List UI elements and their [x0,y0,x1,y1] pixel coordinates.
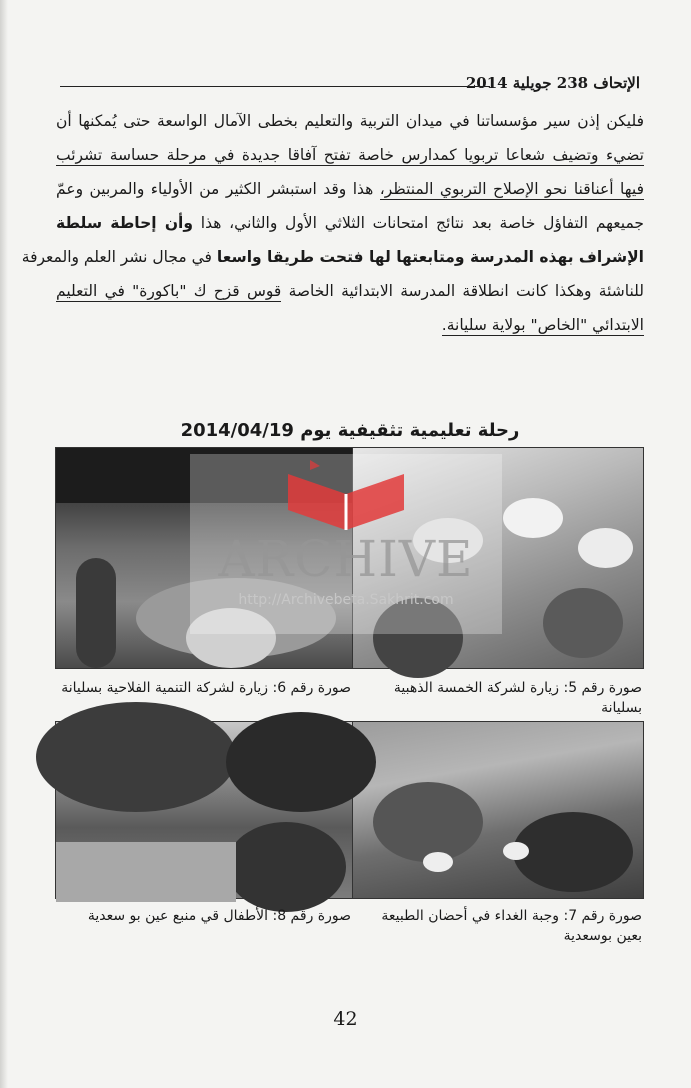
section-title: رحلة تعليمية تثقيفية يوم 2014/04/19 [180,420,520,441]
photo-7 [352,721,644,899]
paragraph-line-7 [56,308,644,342]
photo-8 [55,721,353,899]
body-paragraph [21,104,645,342]
paragraph-line-3 [56,172,644,206]
photo-detail [543,588,623,658]
paragraph-line-6 [56,274,644,308]
page-edge-shadow [0,0,8,1088]
photo-detail [373,782,483,862]
underlined-text: الابتدائي "الخاص" بولاية سليانة. [441,316,644,334]
paragraph-text: جميعهم التفاؤل خاصة بعد نتائج امتحانات الثلاثي الأول والثاني، هذا [193,214,645,232]
photo-6-caption: صورة رقم 6: زيارة لشركة التنمية الفلاحية بسليانة [61,680,351,696]
running-header [60,74,640,96]
header-rule [60,86,490,87]
paragraph-text: في مجال نشر العلم والمعرفة [21,248,217,266]
photo-detail [226,822,346,912]
photo-6 [55,447,353,669]
photo-7-caption: صورة رقم 7: وجبة الغداء في أحضان الطبيعة بعين بوسعدية [381,908,642,944]
photo-detail [226,712,376,812]
photo-detail [373,598,463,678]
watermark-word: ARCHIVE [218,530,474,588]
photo-detail [56,448,352,503]
paragraph-line-2 [56,138,644,172]
watermark-url: http://Archivebeta.Sakhrit.com [238,592,454,608]
photo-detail [76,558,116,668]
underlined-text: فيها أعناقنا نحو الإصلاح التربوي المنتظر، [379,180,644,198]
photo-detail [56,842,236,902]
bold-text: وأن إحاطة سلطة [56,214,194,232]
underlined-text: تضيء وتضيف شعاعا تربويا كمدارس خاصة تفتح آفاقا جديدة في مرحلة حساسة تشرئب [56,146,644,164]
photo-detail [578,528,633,568]
page-number: 42 [333,1008,358,1030]
photo-5 [352,447,644,669]
paragraph-line-1: فليكن إذن سير مؤسساتنا في ميدان التربية والتعليم بخطى الآمال الواسعة حتى يُمكنها أن [56,112,644,130]
photo-detail [503,842,529,860]
paragraph-line-5 [21,240,644,274]
photo-8-caption: صورة رقم 8: الأطفال قي منبع عين بو سعدية [87,908,351,924]
paragraph-line-4 [56,206,644,240]
paragraph-text: للناشئة وهكذا كانت انطلاقة المدرسة الابتدائية الخاصة [281,282,645,300]
underlined-text: قوس قزح ك "باكورة" في التعليم [56,282,282,300]
photo-detail [36,702,236,812]
bold-text: الإشراف بهذه المدرسة ومتابعتها لها فتحت طريقا واسعا [216,248,644,266]
photo-detail [513,812,633,892]
photo-detail [423,852,453,872]
photo-detail [503,498,563,538]
photo-5-caption: صورة رقم 5: زيارة لشركة الخمسة الذهبية بسليانة [393,680,642,716]
photo-detail [413,518,483,563]
paragraph-text: هذا وقد استبشر الكثير من الأولياء والمربين وعمّ [56,180,380,198]
header-text: الإتحاف 238 جويلية 2014 [465,74,640,92]
photo-detail [186,608,276,668]
